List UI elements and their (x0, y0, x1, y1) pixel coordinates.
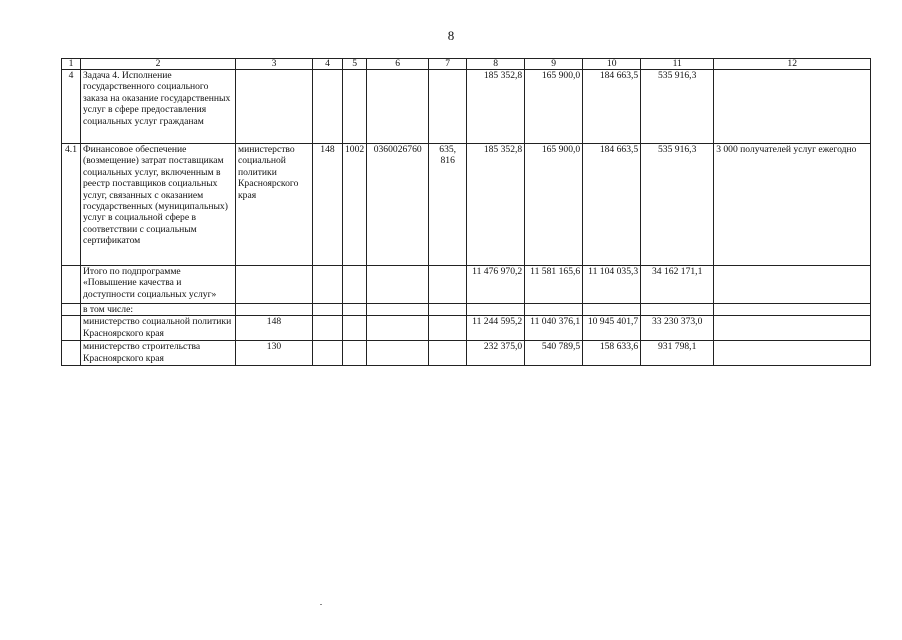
header-cell: 10 (583, 59, 641, 70)
empty-cell (313, 266, 343, 304)
empty-cell (343, 70, 367, 144)
ministry-code: 148 (236, 316, 313, 341)
ministry-name: министерство строительства Красноярского края (81, 341, 236, 366)
amount-cell: 232 375,0 (467, 341, 525, 366)
amount-cell: 931 798,1 (641, 341, 714, 366)
empty-cell (313, 70, 343, 144)
empty-cell (641, 304, 714, 316)
empty-cell (62, 316, 81, 341)
row-number: 4 (62, 70, 81, 144)
header-cell: 8 (467, 59, 525, 70)
task-name: Задача 4. Исполнение государственного социального заказа на оказание государственных услуг в сфере предоставления социальных услуг гражданам (81, 70, 236, 144)
total-label: Итого по подпрограмме «Повышение качества и доступности социальных услуг» (81, 266, 236, 304)
empty-cell (714, 341, 871, 366)
empty-cell (62, 341, 81, 366)
empty-cell (343, 266, 367, 304)
total-row (62, 266, 871, 304)
ministry-social-row (62, 316, 871, 341)
empty-cell (429, 70, 467, 144)
ministry-construction-row (62, 341, 871, 366)
empty-cell (583, 304, 641, 316)
executor-cell: министерство социальной политики Красноярского края (236, 144, 313, 266)
measure-row (62, 144, 871, 266)
measure-name: Финансовое обеспечение (возмещение) затрат поставщикам социальных услуг, включенным в реестр поставщиков социальных услуг, связанных с оказанием государственных (муниципальных) услуг в социальной сфере в соответствии с социальным сертификатом (81, 144, 236, 266)
amount-cell: 11 244 595,2 (467, 316, 525, 341)
empty-cell (367, 341, 429, 366)
empty-cell (343, 341, 367, 366)
header-cell: 9 (525, 59, 583, 70)
empty-cell (367, 70, 429, 144)
empty-cell (714, 316, 871, 341)
page-number: 8 (447, 28, 455, 43)
empty-cell (367, 266, 429, 304)
header-cell: 6 (367, 59, 429, 70)
ministry-name: министерство социальной политики Красноярского края (81, 316, 236, 341)
header-cell: 5 (343, 59, 367, 70)
amount-cell: 165 900,0 (525, 70, 583, 144)
section-code: 1002 (343, 144, 367, 266)
empty-cell (62, 266, 81, 304)
empty-cell (714, 304, 871, 316)
header-cell: 12 (714, 59, 871, 70)
target-article-code: 0360026760 (367, 144, 429, 266)
amount-cell: 34 162 171,1 (641, 266, 714, 304)
header-cell: 1 (62, 59, 81, 70)
ministry-code: 130 (236, 341, 313, 366)
empty-cell (343, 316, 367, 341)
grbs-code: 148 (313, 144, 343, 266)
empty-cell (714, 70, 871, 144)
header-cell: 3 (236, 59, 313, 70)
header-cell: 4 (313, 59, 343, 70)
empty-cell (714, 266, 871, 304)
empty-cell (236, 70, 313, 144)
column-number-row (62, 59, 871, 70)
amount-cell: 11 040 376,1 (525, 316, 583, 341)
amount-cell: 184 663,5 (583, 70, 641, 144)
empty-cell (429, 316, 467, 341)
expected-result: 3 000 получателей услуг ежегодно (714, 144, 871, 266)
scan-speck (320, 604, 322, 605)
empty-cell (429, 304, 467, 316)
amount-cell: 158 633,6 (583, 341, 641, 366)
empty-cell (313, 341, 343, 366)
empty-cell (343, 304, 367, 316)
empty-cell (429, 341, 467, 366)
empty-cell (313, 304, 343, 316)
empty-cell (367, 316, 429, 341)
header-cell: 2 (81, 59, 236, 70)
empty-cell (467, 304, 525, 316)
amount-cell: 10 945 401,7 (583, 316, 641, 341)
program-table (61, 58, 871, 366)
empty-cell (367, 304, 429, 316)
including-row (62, 304, 871, 316)
amount-cell: 33 230 373,0 (641, 316, 714, 341)
amount-cell: 540 789,5 (525, 341, 583, 366)
amount-cell: 185 352,8 (467, 70, 525, 144)
amount-cell: 185 352,8 (467, 144, 525, 266)
row-number: 4.1 (62, 144, 81, 266)
empty-cell (429, 266, 467, 304)
expense-type-code: 635, 816 (429, 144, 467, 266)
task-row (62, 70, 871, 144)
empty-cell (236, 266, 313, 304)
amount-cell: 535 916,3 (641, 70, 714, 144)
header-cell: 7 (429, 59, 467, 70)
empty-cell (62, 304, 81, 316)
amount-cell: 184 663,5 (583, 144, 641, 266)
empty-cell (525, 304, 583, 316)
amount-cell: 165 900,0 (525, 144, 583, 266)
header-cell: 11 (641, 59, 714, 70)
amount-cell: 535 916,3 (641, 144, 714, 266)
empty-cell (236, 304, 313, 316)
amount-cell: 11 104 035,3 (583, 266, 641, 304)
amount-cell: 11 581 165,6 (525, 266, 583, 304)
empty-cell (313, 316, 343, 341)
including-label: в том числе: (81, 304, 236, 316)
amount-cell: 11 476 970,2 (467, 266, 525, 304)
